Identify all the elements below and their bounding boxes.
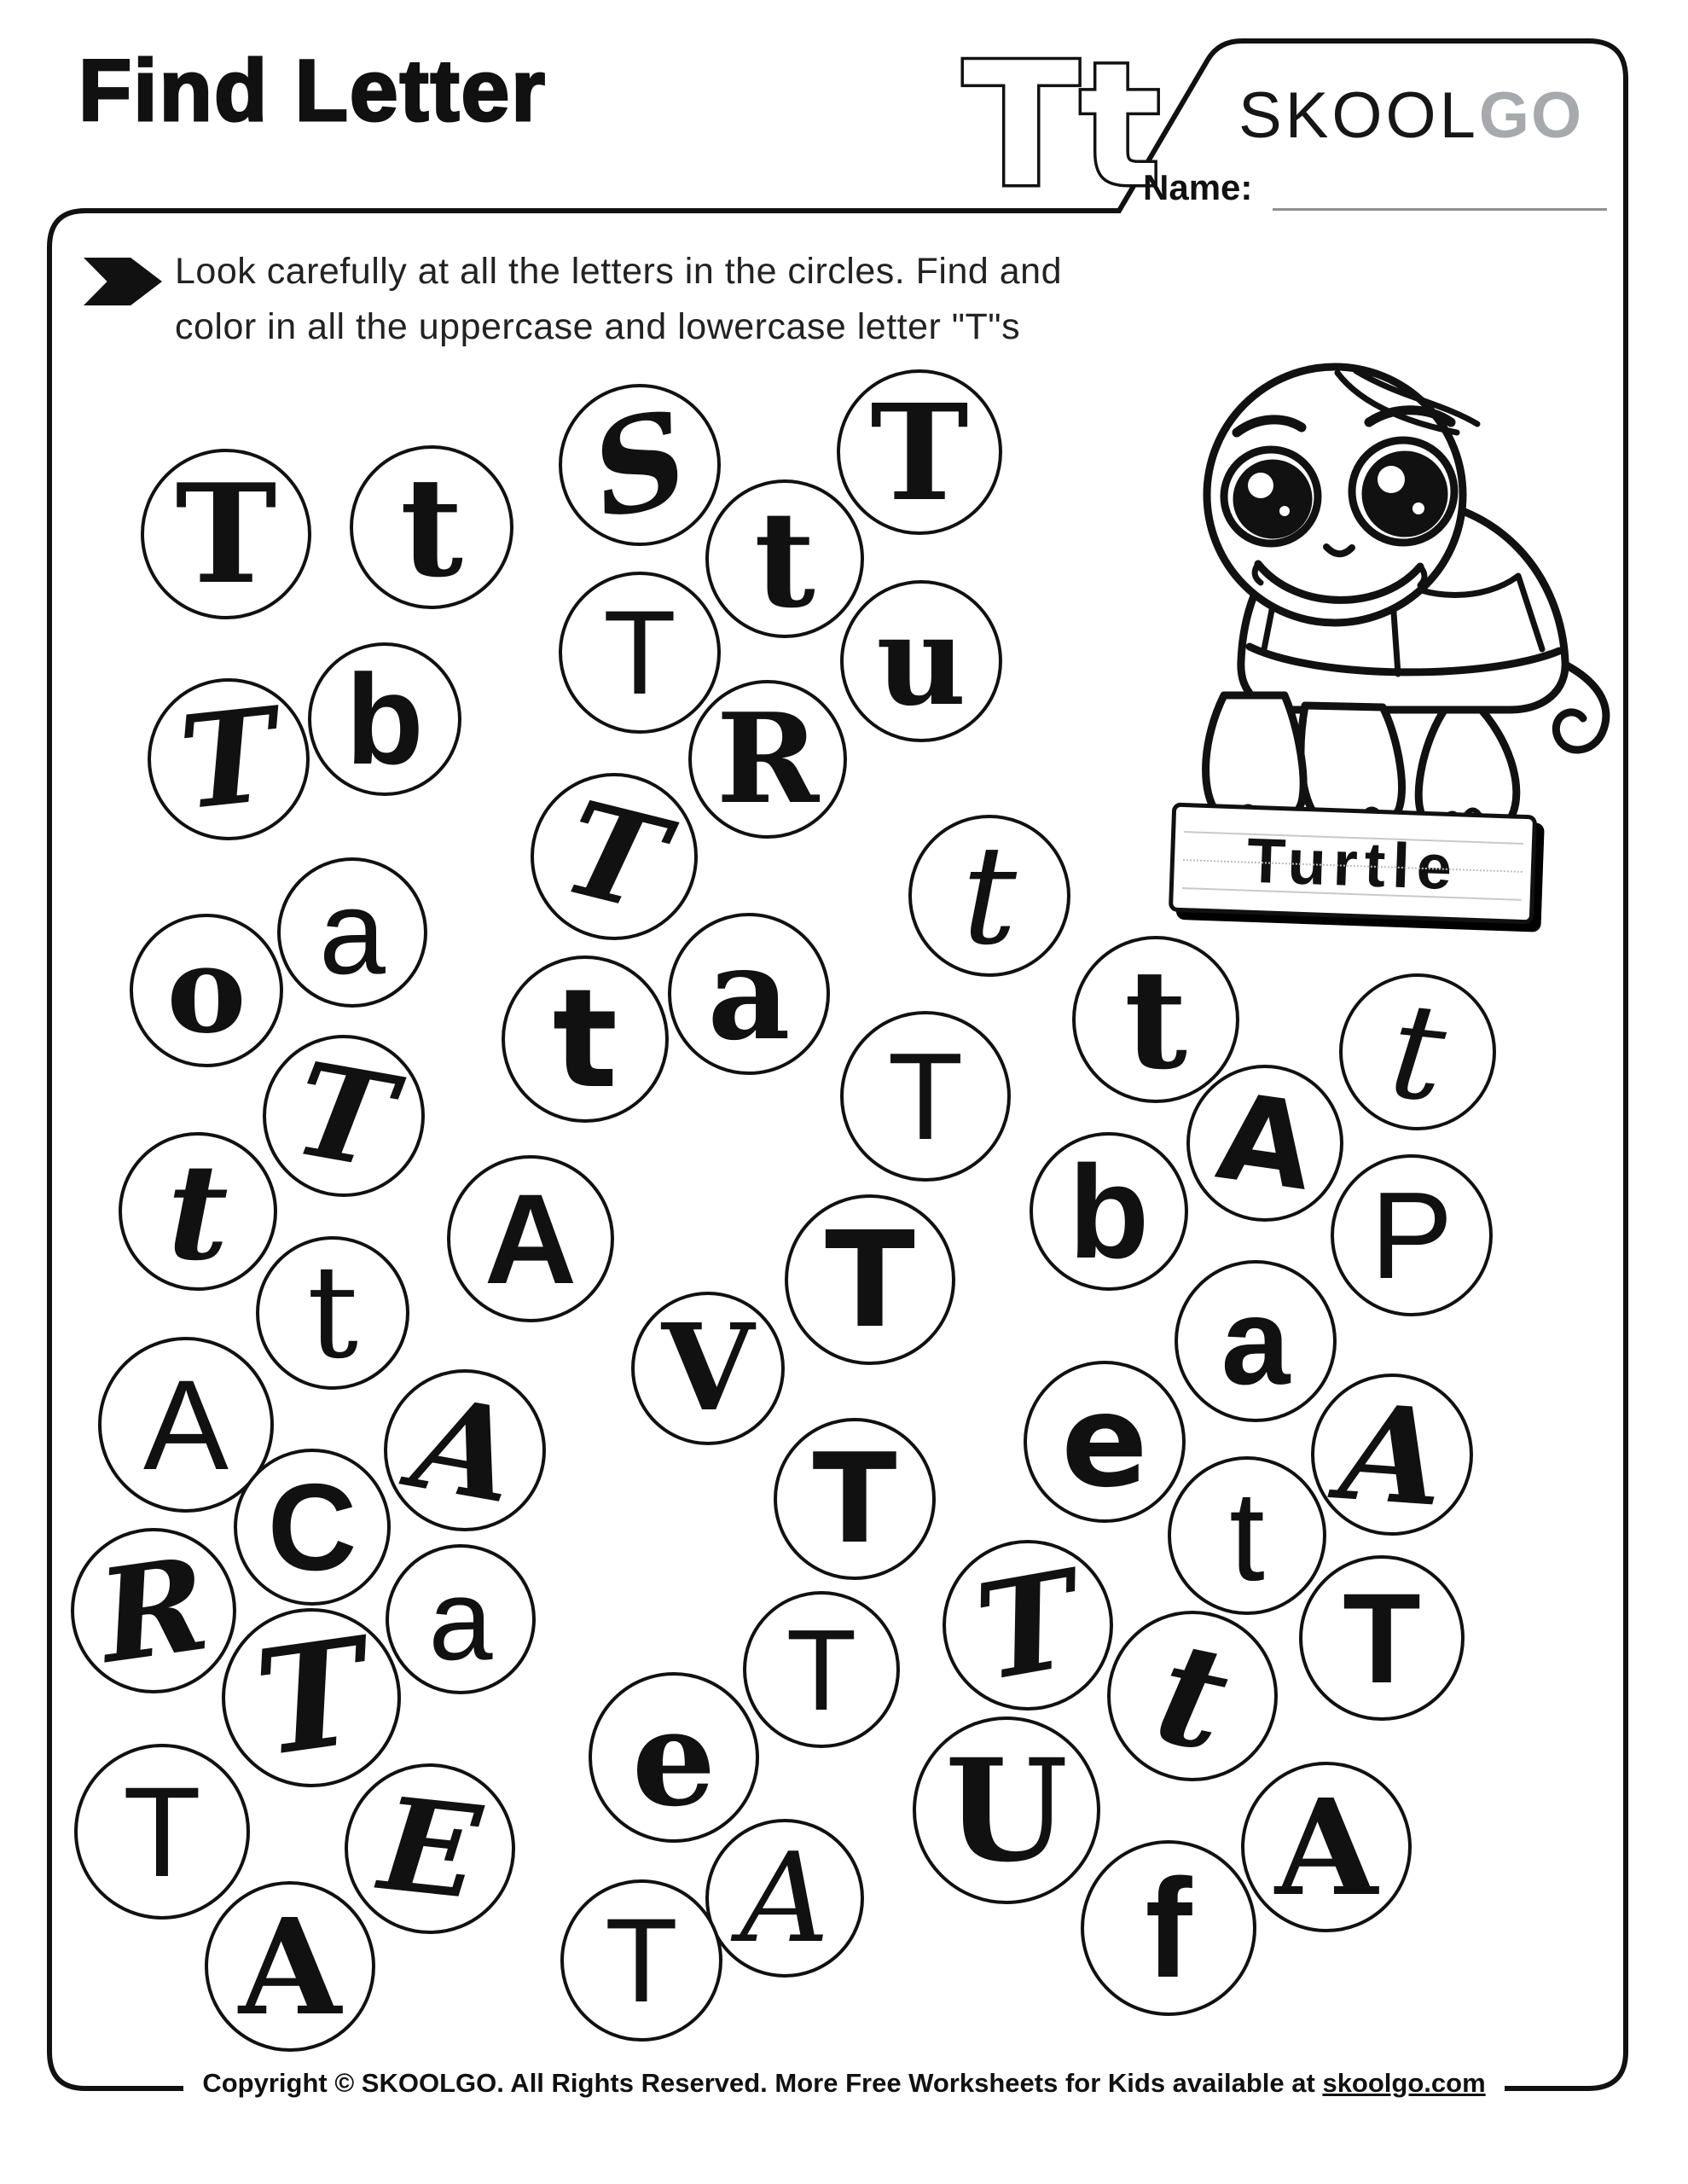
circle-letter: e: [1061, 1368, 1148, 1516]
letter-circle[interactable]: [1024, 1361, 1186, 1523]
letter-circle[interactable]: [148, 678, 310, 840]
brand-go: GO: [1478, 79, 1584, 152]
circle-letter: A: [403, 1368, 527, 1533]
letter-circle[interactable]: [1331, 1154, 1493, 1316]
letter-circle[interactable]: [1339, 973, 1496, 1130]
letter-circle[interactable]: [1241, 1762, 1412, 1932]
circle-letter: A: [142, 1353, 229, 1496]
circle-letter: t: [400, 447, 463, 607]
circle-letter: V: [661, 1298, 755, 1438]
circle-letter: T: [173, 679, 284, 839]
circle-letter: t: [961, 816, 1018, 975]
circle-letter: A: [1274, 1769, 1378, 1926]
letter-circle[interactable]: [1186, 1065, 1343, 1222]
letter-circle[interactable]: [74, 1744, 250, 1920]
letter-circle[interactable]: [1072, 936, 1239, 1103]
footer-link[interactable]: skoolgo.com: [1322, 2068, 1486, 2098]
letter-circle[interactable]: [1175, 1260, 1337, 1422]
brand-skool: SKOOL: [1238, 79, 1479, 152]
circle-letter: T: [1343, 1566, 1421, 1710]
circle-letter: b: [345, 648, 424, 791]
letter-circle[interactable]: [1311, 1374, 1473, 1536]
circle-letter: T: [549, 772, 679, 941]
circle-letter: t: [1229, 1464, 1265, 1607]
footer-brand: SKOOLGO: [361, 2068, 497, 2098]
letter-circle[interactable]: [560, 1879, 722, 2042]
circle-letter: A: [1335, 1373, 1449, 1536]
circle-letter: o: [166, 921, 247, 1060]
letter-circle[interactable]: [705, 479, 864, 638]
circle-letter: T: [786, 1605, 857, 1734]
circle-letter: a: [707, 919, 791, 1069]
letter-circle[interactable]: [908, 815, 1070, 977]
letter-circle[interactable]: [222, 1606, 401, 1790]
letter-circle[interactable]: [840, 580, 1002, 742]
letter-circle[interactable]: [345, 1763, 515, 1934]
letter-circle[interactable]: [589, 1672, 759, 1843]
name-label: Name:: [1143, 167, 1253, 207]
turtle-word: Turtle: [1245, 824, 1460, 903]
circle-letter: A: [740, 1826, 830, 1971]
letter-circle[interactable]: [840, 1011, 1011, 1182]
circle-letter: t: [1143, 1607, 1242, 1784]
circle-letter: R: [90, 1529, 217, 1693]
circle-letter: t: [1383, 972, 1453, 1132]
letter-circle[interactable]: [559, 572, 721, 734]
letter-circle[interactable]: [1168, 1456, 1326, 1615]
circle-letter: a: [1221, 1271, 1291, 1410]
circle-letter: T: [123, 1760, 201, 1903]
circle-letter: t: [167, 1133, 229, 1290]
letter-circle[interactable]: [308, 642, 461, 796]
letter-circle[interactable]: [141, 449, 311, 619]
circle-letter: u: [876, 588, 966, 734]
circle-letter: a: [428, 1554, 493, 1684]
circle-letter: t: [1124, 939, 1187, 1100]
letter-circle[interactable]: [743, 1591, 900, 1748]
circle-letter: T: [603, 585, 676, 719]
letter-circle[interactable]: [502, 956, 669, 1123]
footer-text: . All Rights Reserved. More Free Worksheets for Kids available at: [496, 2068, 1323, 2098]
letter-circle[interactable]: [559, 381, 721, 549]
letter-circle[interactable]: [785, 1194, 955, 1365]
circle-letter: S: [578, 381, 701, 549]
page-title: Find Letter: [78, 42, 547, 139]
letter-circle[interactable]: [263, 1035, 425, 1197]
circle-letter: T: [283, 1033, 404, 1199]
circle-letter: T: [887, 1026, 964, 1165]
letter-circle[interactable]: [1299, 1555, 1465, 1721]
letter-circle[interactable]: [1030, 1132, 1188, 1291]
instructions-line2: color in all the uppercase and lowercase letter "T"s: [175, 305, 1021, 347]
letter-circle[interactable]: [350, 445, 513, 609]
letter-circle[interactable]: [119, 1132, 277, 1291]
circle-letter: f: [1145, 1849, 1192, 2007]
letter-circle[interactable]: [774, 1418, 936, 1580]
circle-letter: T: [175, 454, 277, 614]
letter-circle[interactable]: [277, 857, 427, 1008]
circle-letter: t: [306, 1239, 359, 1387]
svg-text:Tt: Tt: [963, 26, 1162, 225]
circle-letter: e: [631, 1679, 716, 1836]
letter-circle[interactable]: [913, 1716, 1100, 1904]
circle-letter: E: [373, 1769, 487, 1929]
letter-circle[interactable]: [256, 1236, 409, 1390]
letter-circle[interactable]: [205, 1881, 375, 2052]
circle-letter: a: [319, 865, 386, 999]
letter-circle[interactable]: [943, 1540, 1113, 1711]
footer: [0, 2068, 1688, 2099]
letter-circle[interactable]: [130, 914, 283, 1067]
circle-letter: A: [1209, 1067, 1321, 1218]
letter-circle[interactable]: [1107, 1607, 1278, 1784]
circle-letter: T: [966, 1539, 1090, 1711]
letter-circle[interactable]: [447, 1155, 614, 1322]
circle-letter: C: [267, 1457, 357, 1596]
instructions-line1: Look carefully at all the letters in the circles. Find and: [175, 251, 1063, 292]
letter-circle[interactable]: [631, 1292, 785, 1445]
circle-letter: b: [1068, 1137, 1150, 1286]
circle-letter: T: [246, 1606, 377, 1790]
footer-copyright: Copyright ©: [202, 2068, 362, 2098]
letter-circle[interactable]: [1081, 1840, 1256, 2016]
letter-circle[interactable]: [668, 913, 830, 1075]
circle-letter: T: [812, 1426, 897, 1571]
circle-letter: U: [945, 1727, 1068, 1893]
circle-letter: R: [716, 686, 820, 832]
circle-letter: A: [484, 1167, 577, 1310]
circle-letter: A: [238, 1888, 342, 2045]
letter-circle[interactable]: [705, 1819, 864, 1978]
circle-letter: t: [754, 480, 815, 637]
circle-letter: T: [605, 1893, 678, 2027]
circle-letter: P: [1370, 1165, 1453, 1304]
letter-circle[interactable]: [386, 1544, 536, 1694]
letter-circle[interactable]: [384, 1369, 546, 1531]
circle-letter: t: [552, 959, 618, 1118]
letter-circle[interactable]: [837, 369, 1002, 535]
letter-circle[interactable]: [234, 1449, 391, 1606]
circle-letter: T: [870, 374, 969, 531]
letter-circle[interactable]: [531, 773, 698, 940]
letter-circle[interactable]: [688, 680, 847, 839]
letter-circle[interactable]: [71, 1528, 236, 1693]
circle-letter: T: [825, 1202, 915, 1357]
